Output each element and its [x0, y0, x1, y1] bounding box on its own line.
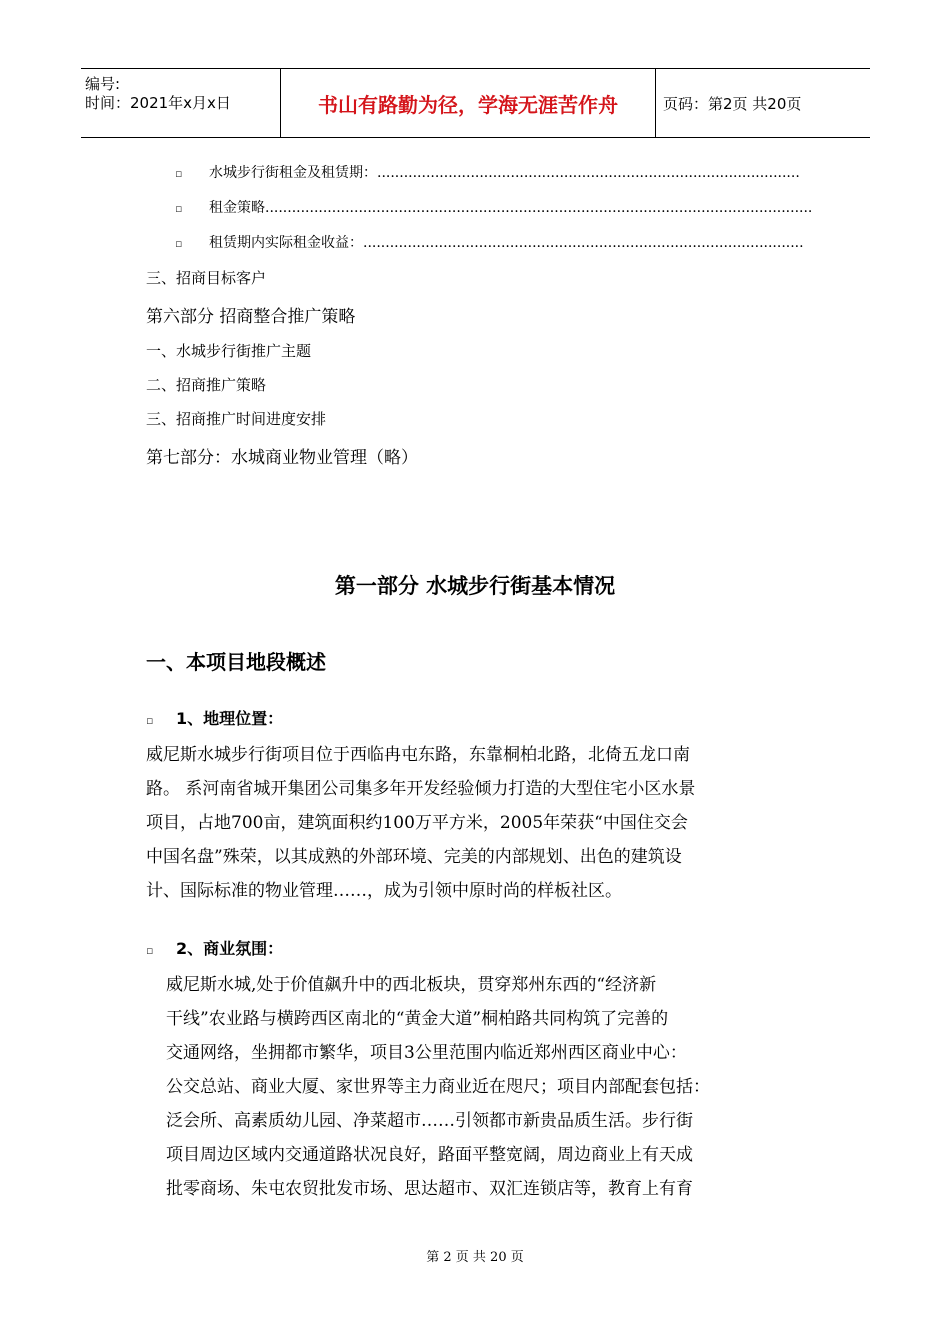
paragraph-commerce [166, 968, 831, 1206]
paragraph-line: 泛会所、高素质幼儿园、净菜超市……引领都市新贵品质生活。步行街 [166, 1111, 693, 1131]
header-motto: 书山有路勤为径，学海无涯苦作舟 [280, 69, 656, 137]
header-page-label: 页码：第2页 共20页 [663, 94, 802, 113]
toc-sub-item-text: 租金策略........................................................................................................................... [209, 200, 813, 216]
bullet-icon: ▫ [146, 944, 154, 957]
paragraph-line: 计、国际标准的物业管理……，成为引领中原时尚的样板社区。 [146, 881, 622, 901]
subsection-title [146, 936, 283, 959]
subsection-title-text: 1、地理位置： [176, 709, 284, 728]
paragraph-line: 威尼斯水城,处于价值飙升中的西北板块，贯穿郑州东西的“经济新 [166, 975, 657, 995]
toc-sub-item-text: 租赁期内实际租金收益：................................................................................................... [209, 235, 804, 251]
paragraph-line: 中国名盘”殊荣，以其成熟的外部环境、完美的内部规划、出色的建筑设 [146, 847, 682, 867]
toc-line: 一、水城步行街推广主题 [146, 342, 312, 360]
paragraph-line: 交通网络，坐拥都市繁华，项目3公里范围内临近郑州西区商业中心： [166, 1043, 687, 1063]
section-title: 一、本项目地段概述 [146, 650, 326, 674]
toc-sub-item [175, 197, 812, 217]
page-footer: 第 2 页 共 20 页 [426, 1250, 524, 1265]
toc-line: 第六部分 招商整合推广策略 [146, 307, 356, 327]
bullet-icon: ▫ [146, 714, 154, 727]
toc-line: 第七部分：水城商业物业管理（略） [146, 448, 418, 468]
subsection-title-text: 2、商业氛围： [176, 939, 284, 958]
paragraph-location [146, 738, 826, 908]
paragraph-line: 项目，占地700亩，建筑面积约100万平方米，2005年荣获“中国住交会 [146, 813, 688, 833]
paragraph-line: 路。 系河南省城开集团公司集多年开发经验倾力打造的大型住宅小区水景 [146, 779, 696, 799]
header-meta [81, 69, 280, 137]
paragraph-line: 批零商场、朱屯农贸批发市场、思达超市、双汇连锁店等，教育上有育 [166, 1179, 693, 1199]
toc-line: 三、招商目标客户 [146, 269, 267, 287]
header-time-label: 时间：2021年x月x日 [85, 94, 231, 112]
toc-sub-item [175, 162, 800, 182]
bullet-icon: ▫ [175, 167, 183, 180]
subsection-title [146, 706, 283, 729]
paragraph-line: 威尼斯水城步行街项目位于西临冉屯东路，东靠桐柏北路，北倚五龙口南 [146, 745, 690, 765]
page-header [81, 68, 870, 138]
toc-sub-item-text: 水城步行街租金及租赁期：............................................................................................... [209, 165, 800, 181]
paragraph-line: 干线”农业路与横跨西区南北的“黄金大道”桐柏路共同构筑了完善的 [166, 1009, 669, 1029]
header-number-label: 编号: [85, 75, 121, 93]
toc-line: 二、招商推广策略 [146, 376, 267, 394]
bullet-icon: ▫ [175, 202, 183, 215]
bullet-icon: ▫ [175, 237, 183, 250]
paragraph-line: 项目周边区域内交通道路状况良好，路面平整宽阔，周边商业上有天成 [166, 1145, 693, 1165]
paragraph-line: 公交总站、商业大厦、家世界等主力商业近在咫尺；项目内部配套包括： [166, 1077, 710, 1097]
toc-line: 三、招商推广时间进度安排 [146, 410, 327, 428]
part-title: 第一部分 水城步行街基本情况 [334, 574, 616, 598]
toc-sub-item [175, 232, 804, 252]
